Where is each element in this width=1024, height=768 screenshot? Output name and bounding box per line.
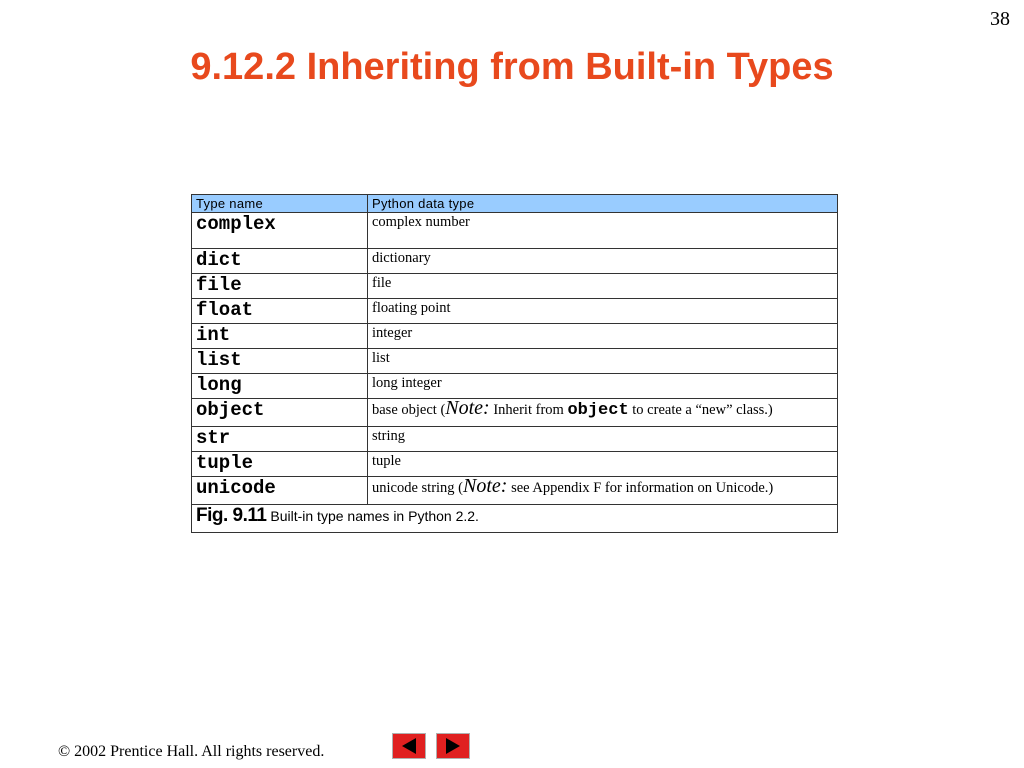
type-name-cell: complex (192, 213, 368, 249)
note-label: Note: (463, 476, 508, 497)
type-name-cell: object (192, 399, 368, 427)
table-row (192, 299, 838, 324)
right-arrow-icon (437, 734, 469, 758)
note-label: Note: (445, 398, 490, 419)
desc-text: unicode string ( (372, 480, 464, 496)
type-desc-cell: tuple (368, 452, 838, 477)
figure-caption (192, 505, 838, 533)
table-row (192, 427, 838, 452)
type-desc-cell: file (368, 274, 838, 299)
type-name-cell: dict (192, 249, 368, 274)
table-row (192, 452, 838, 477)
type-desc-cell: integer (368, 324, 838, 349)
table-row (192, 213, 838, 249)
header-python-data-type: Python data type (368, 195, 838, 213)
type-desc-cell: string (368, 427, 838, 452)
code-keyword: object (567, 401, 629, 420)
table-row (192, 249, 838, 274)
type-name-cell: file (192, 274, 368, 299)
type-desc-cell (368, 399, 838, 427)
caption-row (192, 505, 838, 533)
type-name-cell: float (192, 299, 368, 324)
desc-text: base object ( (372, 402, 446, 418)
type-name-cell: long (192, 374, 368, 399)
table-row (192, 324, 838, 349)
next-slide-button[interactable] (436, 733, 470, 759)
desc-text: see Appendix F for information on Unicode.) (507, 480, 774, 496)
table-row (192, 477, 838, 505)
type-desc-cell: dictionary (368, 249, 838, 274)
type-name-cell: list (192, 349, 368, 374)
type-name-cell: unicode (192, 477, 368, 505)
previous-slide-button[interactable] (392, 733, 426, 759)
desc-text: Inherit from (489, 402, 568, 418)
type-desc-cell: long integer (368, 374, 838, 399)
desc-text: to create a “new” class.) (628, 402, 773, 418)
type-desc-cell: list (368, 349, 838, 374)
header-type-name: Type name (192, 195, 368, 213)
table-row (192, 274, 838, 299)
table-row (192, 399, 838, 427)
copyright-footer: © 2002 Prentice Hall. All rights reserved. (58, 743, 325, 760)
caption-text: Built-in type names in Python 2.2. (270, 508, 479, 524)
type-desc-cell: complex number (368, 213, 838, 249)
left-arrow-icon (393, 734, 425, 758)
slide-title: 9.12.2 Inheriting from Built-in Types (190, 46, 834, 88)
type-name-cell: str (192, 427, 368, 452)
type-desc-cell: floating point (368, 299, 838, 324)
type-desc-cell (368, 477, 838, 505)
type-name-cell: int (192, 324, 368, 349)
types-table (191, 194, 838, 533)
table-header-row (192, 195, 838, 213)
type-name-cell: tuple (192, 452, 368, 477)
table-row (192, 349, 838, 374)
table-row (192, 374, 838, 399)
page-number: 38 (990, 8, 1010, 30)
caption-label: Fig. 9.11 (196, 505, 267, 526)
